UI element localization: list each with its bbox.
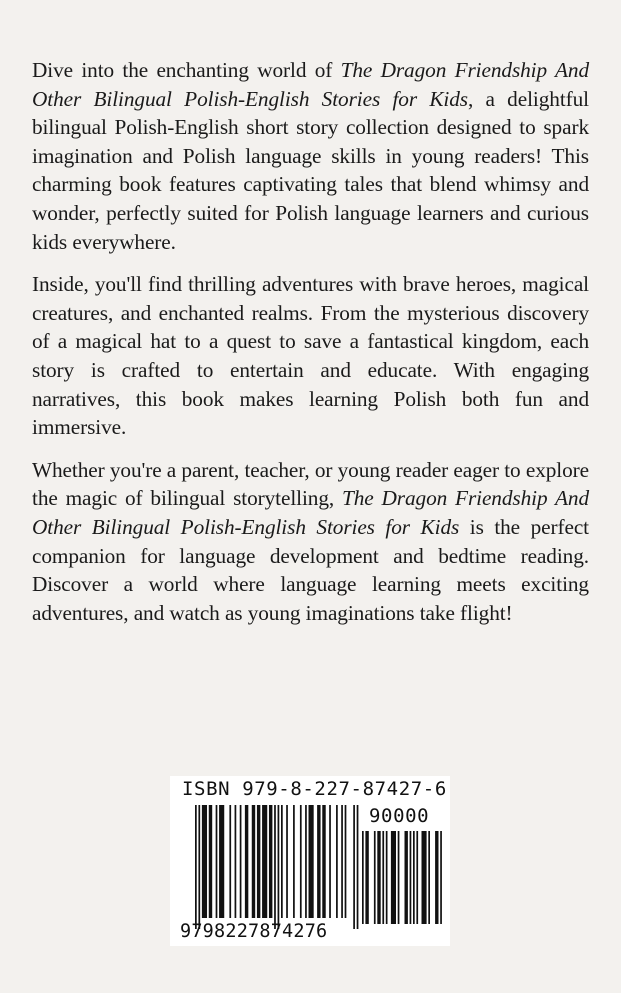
barcode-bar bbox=[410, 831, 412, 924]
barcode-bar bbox=[305, 805, 307, 918]
barcode-bar bbox=[357, 805, 359, 929]
barcode-bar bbox=[209, 805, 212, 918]
barcode-bar bbox=[329, 805, 331, 918]
barcode-bar bbox=[322, 805, 325, 918]
paragraph-1-rest: , a delightful bilingual Polish-English short story collection designed to spark imagination and Polish language skills in young readers! This charming book features captivating tales that blend whimsy and wonder, perfectly suited for Polish language learners and curious kids everywhere. bbox=[32, 86, 589, 254]
barcode-bar bbox=[341, 805, 343, 918]
barcode-bar bbox=[336, 805, 338, 918]
paragraph-1-lead: Dive into the enchanting world of bbox=[32, 58, 341, 82]
barcode-bar bbox=[235, 805, 237, 918]
barcode-bar bbox=[413, 831, 415, 924]
barcode-bar bbox=[300, 805, 302, 918]
barcode-bar bbox=[274, 805, 276, 929]
isbn-barcode bbox=[170, 776, 450, 946]
ean-digits: 9798227874276 bbox=[180, 921, 328, 942]
description-paragraph-2: Inside, you'll find thrilling adventures with brave heroes, magical creatures, and enchanted realms. From the mysterious discovery of a magical hat to a quest to save a fantastical kingdom, each story is crafted to entertain and educate. With engaging narratives, this book makes learning Polish both fun and immersive. bbox=[32, 272, 589, 440]
back-cover-description bbox=[32, 56, 589, 641]
barcode-bar bbox=[391, 831, 396, 924]
barcode-bar bbox=[229, 805, 231, 918]
book-title-italic: The Dragon Friendship And Other Bilingual Polish-English Stories for Kids bbox=[32, 58, 589, 111]
barcode-bar bbox=[281, 805, 283, 918]
paragraph-3-lead: Whether you're a parent, teacher, or young reader eager to explore the magic of bilingual storytelling, bbox=[32, 457, 589, 511]
barcode-bar bbox=[286, 805, 288, 918]
book-title-italic: The Dragon Friendship And Other Bilingual Polish-English Stories for Kids bbox=[32, 486, 589, 539]
barcode-bar bbox=[195, 805, 197, 929]
barcode-bar bbox=[428, 831, 430, 924]
barcode-bar bbox=[345, 805, 347, 918]
barcode-bar bbox=[377, 831, 380, 924]
barcode-addon-price: 90000 bbox=[369, 805, 430, 827]
barcode-bar bbox=[386, 831, 388, 924]
barcode-bar bbox=[353, 805, 355, 929]
barcode-bar bbox=[435, 831, 438, 924]
barcode-bar bbox=[374, 831, 376, 924]
barcode-bar bbox=[398, 831, 400, 924]
barcode-bar bbox=[202, 805, 207, 918]
barcode-bar bbox=[365, 831, 368, 924]
barcode-bar bbox=[269, 805, 272, 918]
barcode-bar bbox=[278, 805, 280, 929]
description-paragraph-3 bbox=[32, 456, 589, 628]
description-paragraph-1 bbox=[32, 56, 589, 256]
barcode-bar bbox=[216, 805, 218, 918]
barcode-bar bbox=[309, 805, 314, 918]
barcode-bar bbox=[293, 805, 295, 918]
barcode-bar bbox=[198, 805, 200, 929]
barcode-bar bbox=[382, 831, 384, 924]
isbn-label: ISBN 979-8-227-87427-6 bbox=[182, 778, 447, 800]
barcode-bar bbox=[405, 831, 408, 924]
barcode-bar bbox=[257, 805, 260, 918]
barcode-bar bbox=[219, 805, 224, 918]
addon-bars bbox=[362, 831, 442, 924]
paragraph-3-rest: is the perfect companion for language development and bedtime reading. Discover a world where language learning meets exciting adventures, and watch as young imaginations take flight! bbox=[32, 514, 589, 625]
barcode-bar bbox=[317, 805, 320, 918]
barcode-bar bbox=[440, 831, 442, 924]
barcode-bar bbox=[362, 831, 364, 924]
barcode-bar bbox=[416, 831, 418, 924]
barcode-bar bbox=[245, 805, 248, 918]
barcode-bar bbox=[262, 805, 267, 918]
ean-13-bars bbox=[195, 805, 358, 929]
barcode-bar bbox=[422, 831, 427, 924]
barcode-bar bbox=[240, 805, 242, 918]
barcode-bar bbox=[252, 805, 255, 918]
